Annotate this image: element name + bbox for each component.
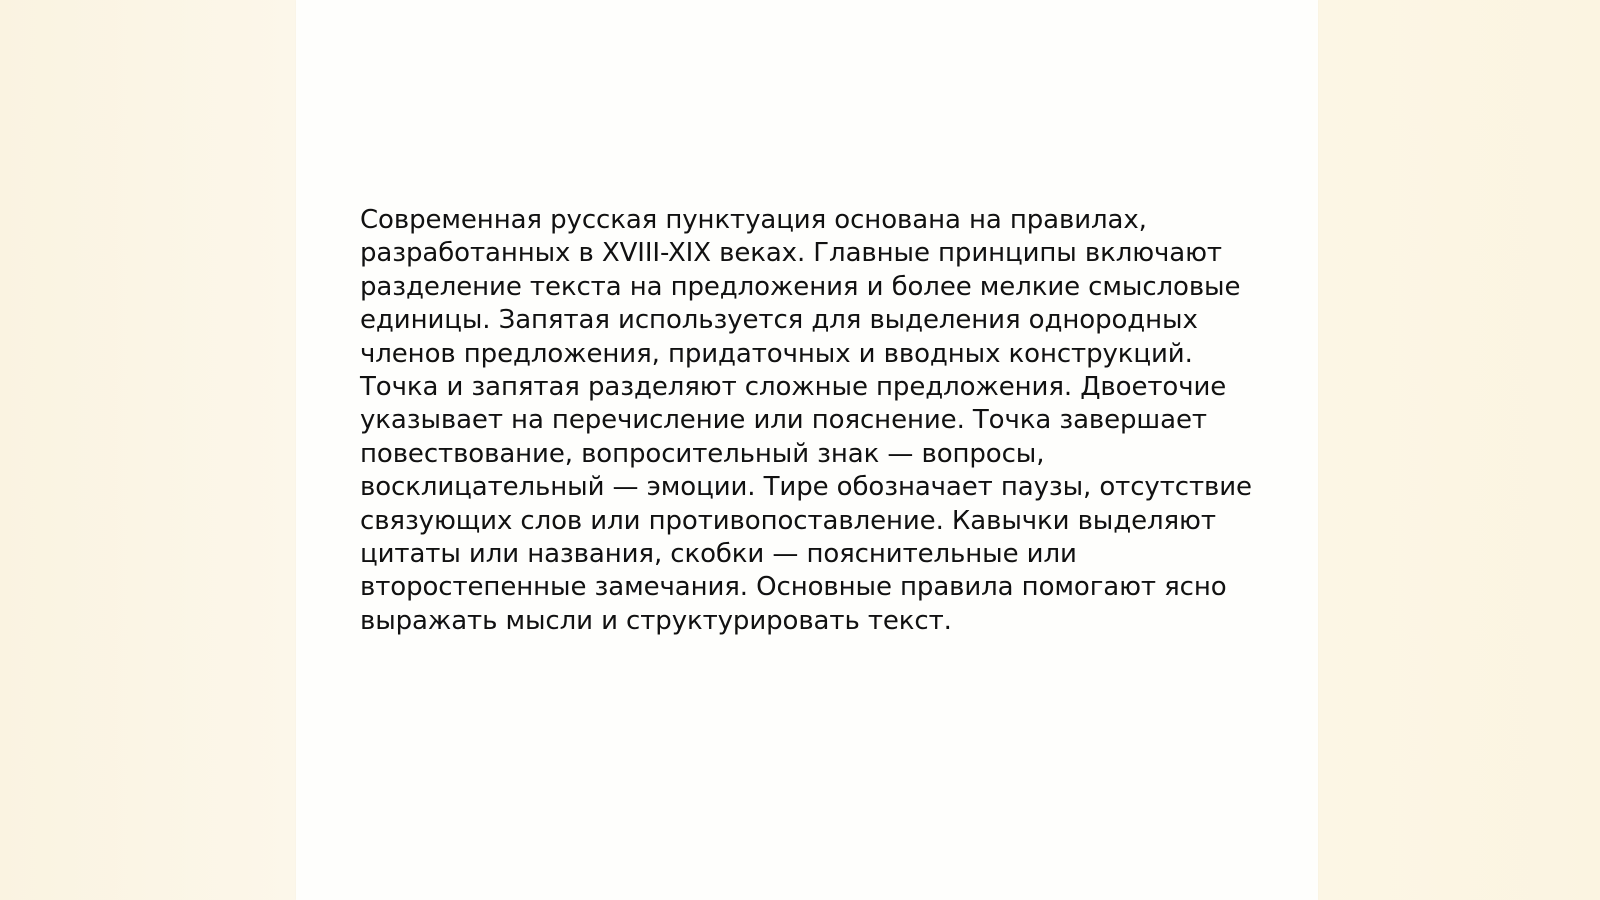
right-margin [1318,0,1600,900]
body-paragraph: Современная русская пунктуация основана на правилах, разработанных в XVIII-XIX веках. Главные принципы включают разделение текста на предложения и более мелкие смысловые единицы. Запятая используется для выделения однородных членов предложения, придаточных и вводных конструкций. Точка и запятая разделяют сложные предложения. Двоеточие указывает на перечисление или пояснение. Точка завершает повествование, вопросительный знак — вопросы, восклицательный — эмоции. Тире обозначает паузы, отсутствие связующих слов или противопоставление. Кавычки выделяют цитаты или названия, скобки — пояснительные или второстепенные замечания. Основные правила помогают ясно выражать мысли и структурировать текст. [360,205,1252,636]
left-margin [0,0,296,900]
document-page [296,0,1318,900]
